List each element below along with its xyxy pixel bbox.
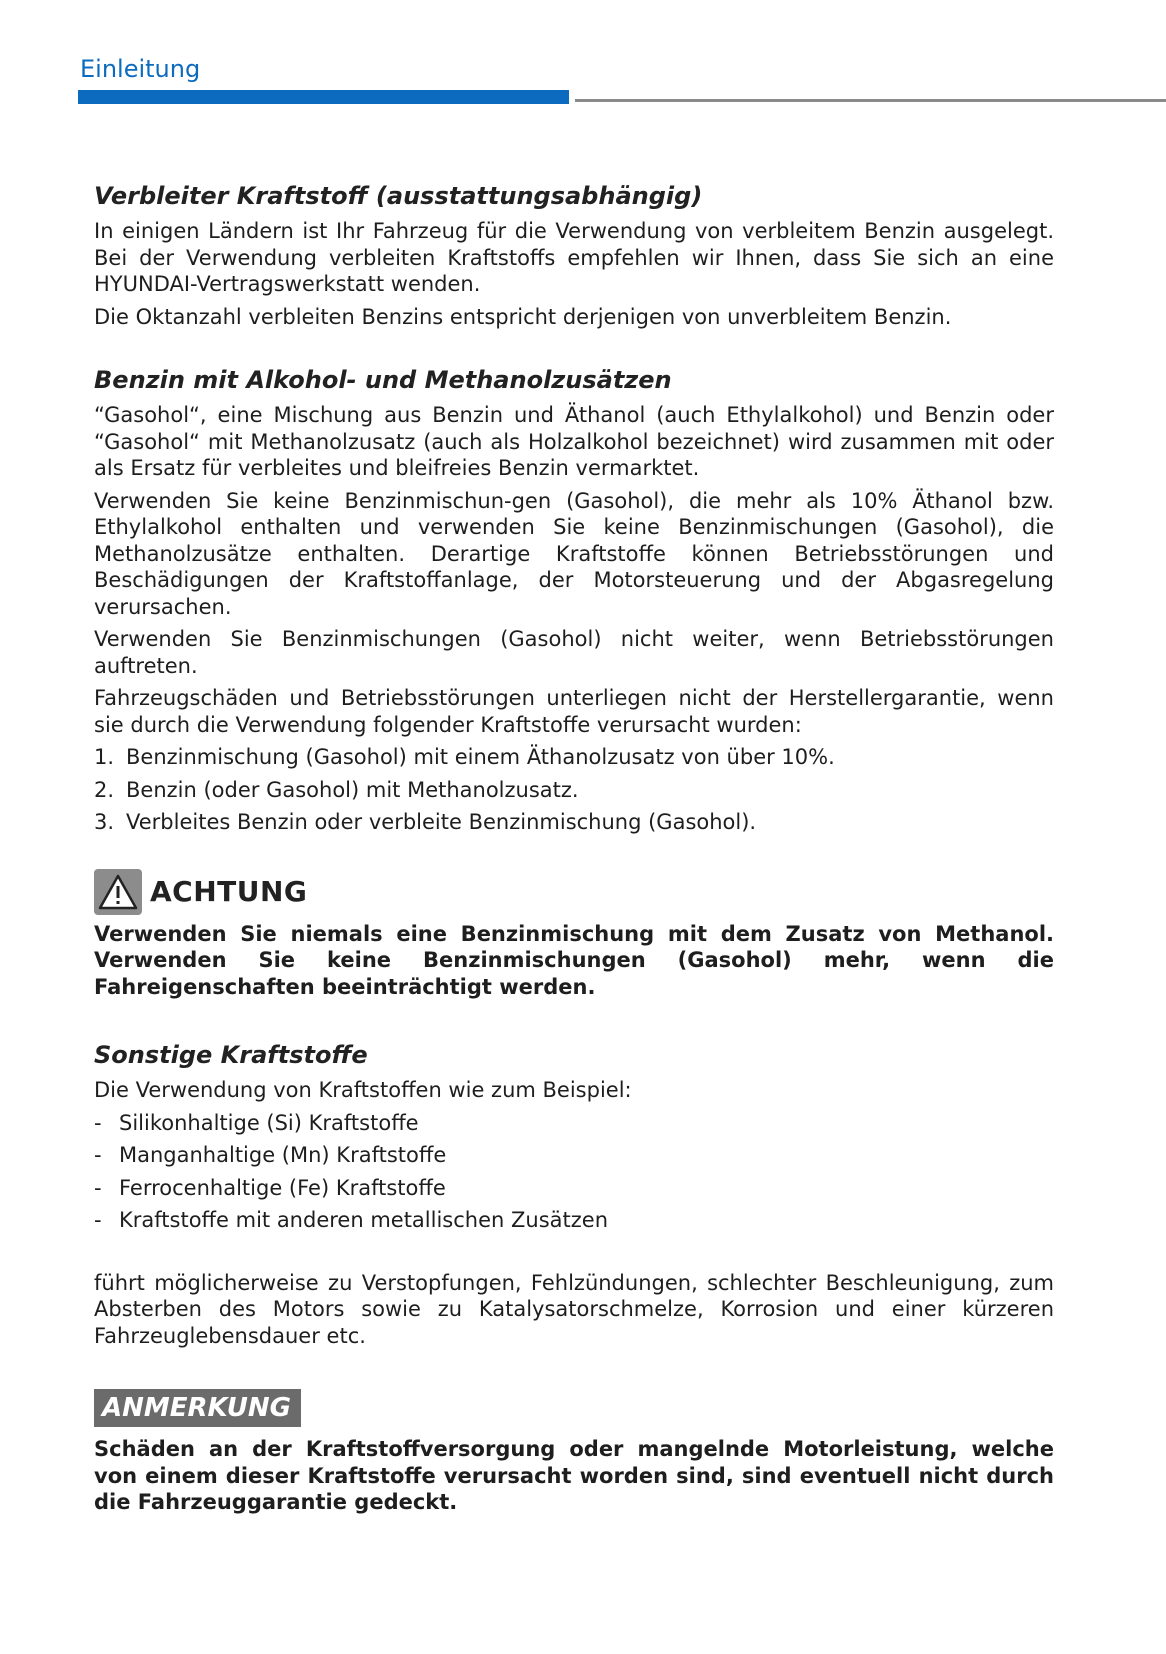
note-text: Schäden an der Kraftstoffversorgung oder mangelnde Motorleistung, welche von einem dieser Kraftstoffe verursacht worden sind, sind eventuell nicht durch die Fahrzeuggarantie gedeckt. xyxy=(94,1437,1054,1514)
list-item-text: Manganhaltige (Mn) Kraftstoffe xyxy=(119,1143,447,1167)
header-divider-line xyxy=(575,99,1166,102)
list-bullet: - xyxy=(94,1110,102,1135)
list-item-text: Silikonhaltige (Si) Kraftstoffe xyxy=(119,1110,419,1135)
note-box xyxy=(94,1389,1054,1516)
numbered-list xyxy=(94,744,1054,836)
list-item-text: Benzinmischung (Gasohol) mit einem Äthanolzusatz von über 10%. xyxy=(126,745,835,769)
note-title: ANMERKUNG xyxy=(94,1389,301,1427)
warning-text: Verwenden Sie niemals eine Benzinmischung mit dem Zusatz von Methanol. Verwenden Sie keine Benzinmischungen (Gasohol) mehr, wenn die Fahreigenschaften beeinträchtigt werden. xyxy=(94,921,1054,999)
list-number: 3. xyxy=(94,810,115,834)
warning-title: ACHTUNG xyxy=(150,875,308,908)
list-item-text: Ferrocenhaltige (Fe) Kraftstoffe xyxy=(119,1175,446,1200)
list-bullet: - xyxy=(94,1175,102,1200)
list-item xyxy=(94,744,1054,771)
warning-triangle-icon xyxy=(94,869,142,915)
bullet-list xyxy=(94,1110,1054,1234)
list-item-text: Benzin (oder Gasohol) mit Methanolzusatz. xyxy=(126,777,579,802)
list-item xyxy=(94,1142,1054,1169)
header-accent-bar xyxy=(78,90,569,104)
section-alcohol-fuel xyxy=(94,365,1054,836)
list-item-text: Kraftstoffe mit anderen metallischen Zusätzen xyxy=(119,1208,608,1232)
list-item-text: Verbleites Benzin oder verbleite Benzinmischung (Gasohol). xyxy=(126,810,757,834)
page-content xyxy=(94,181,1054,1516)
paragraph: Fahrzeugschäden und Betriebsstörungen unterliegen nicht der Herstellergarantie, wenn sie durch die Verwendung folgender Kraftstoffe verursacht wurden: xyxy=(94,686,1054,737)
warning-header xyxy=(94,869,1054,915)
list-item xyxy=(94,777,1054,804)
list-bullet: - xyxy=(94,1143,102,1167)
section-other-fuels xyxy=(94,1040,1054,1349)
paragraph: Die Oktanzahl verbleiten Benzins entspricht derjenigen von unverbleitem Benzin. xyxy=(94,304,952,329)
warning-box xyxy=(94,869,1054,1001)
paragraph: In einigen Ländern ist Ihr Fahrzeug für die Verwendung von verbleitem Benzin ausgelegt. Bei der Verwendung verbleiten Kraftstoffs empfehlen wir Ihnen, dass Sie sich an eine HYUNDAI-Vertragswerkstatt wenden. xyxy=(94,219,1054,296)
paragraph: “Gasohol“, eine Mischung aus Benzin und Äthanol (auch Ethylalkohol) und Benzin oder “Gasohol“ mit Methanolzusatz (auch als Holzalkohol bezeichnet) wird zusammen mit oder als Ersatz für verbleites und bleifreies Benzin vermarktet. xyxy=(94,403,1054,480)
paragraph: Die Verwendung von Kraftstoffen wie zum Beispiel: xyxy=(94,1078,632,1102)
section-heading: Verbleiter Kraftstoff (ausstattungsabhängig) xyxy=(94,182,703,210)
list-item xyxy=(94,1110,1054,1137)
list-item xyxy=(94,809,1054,836)
list-number: 1. xyxy=(94,745,115,769)
section-leaded-fuel xyxy=(94,181,1054,330)
section-heading: Benzin mit Alkohol- und Methanolzusätzen xyxy=(94,366,672,394)
list-item xyxy=(94,1175,1054,1202)
paragraph: führt möglicherweise zu Verstopfungen, Fehlzündungen, schlechter Beschleunigung, zum Absterben des Motors sowie zu Katalysatorschmelze, Korrosion und einer kürzeren Fahrzeuglebensdauer etc. xyxy=(94,1270,1054,1348)
paragraph: Verwenden Sie keine Benzinmischun-gen (Gasohol), die mehr als 10% Äthanol bzw. Ethylalkohol enthalten und verwenden Sie keine Benzinmischungen (Gasohol), die Methanolzusätze enthalten. Derartige Kraftstoffe können Betriebsstörungen und Beschädigungen der Kraftstoffanlage, der Motorsteuerung und der Abgasregelung verursachen. xyxy=(94,488,1054,619)
paragraph: Verwenden Sie Benzinmischungen (Gasohol) nicht weiter, wenn Betriebsstörungen auftreten. xyxy=(94,627,1054,678)
page-header-title: Einleitung xyxy=(80,55,201,83)
list-number: 2. xyxy=(94,777,115,802)
list-item xyxy=(94,1207,1054,1234)
section-heading: Sonstige Kraftstoffe xyxy=(94,1041,368,1069)
list-bullet: - xyxy=(94,1208,102,1232)
